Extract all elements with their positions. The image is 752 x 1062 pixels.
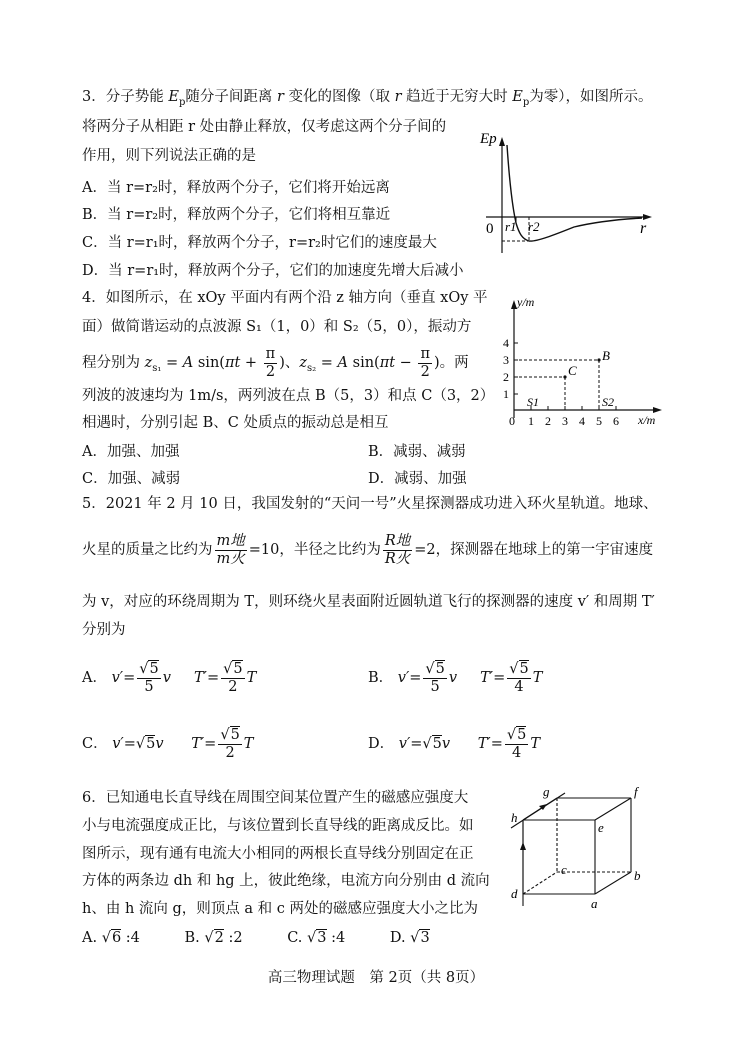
q3-option-c: C．当 r=r₁时，释放两个分子，r=r₂时它们的速度最大 — [82, 235, 437, 251]
page-footer: 高三物理试题 第 2页（共 8页） — [267, 970, 485, 986]
q4-tick-x-5: 5 — [596, 414, 602, 428]
q6-line2: 小与电流强度成正比，与该位置到长直导线的距离成反比。如 — [82, 818, 474, 834]
q4-tick-y-4: 4 — [503, 336, 509, 350]
q6-label-f: f — [634, 784, 638, 799]
q4-tick-y-2: 2 — [503, 370, 509, 384]
q4-label-c: C — [568, 363, 577, 378]
q3-label-origin: 0 — [486, 221, 494, 237]
q4-label-ylabel: y/m — [517, 295, 535, 309]
q3-potential-energy-graph — [474, 125, 659, 257]
q3-axis-y-arrow — [499, 137, 505, 146]
q4-point-c — [563, 375, 566, 378]
q4-label-b: B — [602, 348, 610, 363]
q6-label-e: e — [598, 820, 604, 835]
q6-options — [82, 928, 430, 948]
q4-line4: 列波的波速均为 1m/s，两列波在点 B（5，3）和点 C（3，2） — [82, 388, 495, 404]
q3-option-b: B．当 r=r₂时，释放两个分子，它们将相互靠近 — [82, 207, 391, 223]
q3-line3: 作用，则下列说法正确的是 — [82, 148, 256, 164]
q4-coordinate-graph — [490, 294, 670, 434]
q6-label-b: b — [634, 868, 641, 883]
q6-option-d: D. √3 — [389, 930, 430, 946]
q4-option-b: B．减弱、减弱 — [368, 444, 466, 460]
q4-line3: 程分别为 $z_{s_1} = A$ sin(πt + $\frac{\pi}{2}$ )、$z_{s_2} = A$ sin(πt − $\frac{\pi}{2}$ )。两 — [82, 345, 469, 380]
q3-label-r1: r1 — [505, 219, 517, 234]
q5-line1: 5．2021 年 2 月 10 日，我国发射的“天问一号”火星探测器成功进入环火星轨道。地球、 — [82, 496, 658, 512]
q6-label-h: h — [511, 810, 518, 825]
q5-line4: 分别为 — [82, 622, 126, 638]
q4-line1: 4．如图所示，在 xOy 平面内有两个沿 z 轴方向（垂直 xOy 平 — [82, 290, 488, 306]
q6-current-arrow-dh — [520, 842, 526, 850]
q4-label-xlabel: x/m — [638, 413, 656, 427]
q4-tick-x-4: 4 — [579, 414, 585, 428]
q6-label-a: a — [591, 896, 598, 911]
q4-option-a: A．加强、加强 — [82, 444, 180, 460]
q4-tick-y-3: 3 — [503, 353, 509, 367]
q4-line5: 相遇时，分别引起 B、C 处质点的振动总是相互 — [82, 415, 389, 431]
q4-option-d: D．减弱、加强 — [368, 471, 467, 487]
q4-tick-x-3: 3 — [562, 414, 568, 428]
q3-label-r2: r2 — [528, 219, 540, 234]
q5-option-d: D． v′=√5v T′= $\frac{√5}{4}$ T — [368, 726, 540, 761]
q6-option-c: C. √3 :4 — [287, 930, 346, 946]
q5-line3: 为 v，对应的环绕周期为 T，则环绕火星表面附近圆轨道飞行的探测器的速度 v′ 和周期 T′ — [82, 594, 655, 610]
q4-label-s1: S1 — [527, 395, 539, 409]
q5-option-a: A． v′= $\frac{√5}{5}$ v T′= $\frac{√5}{2}$ T — [82, 660, 257, 695]
q5-option-c: C． v′=√5v T′= $\frac{√5}{2}$ T — [82, 726, 254, 761]
q4-tick-y-1: 1 — [503, 387, 509, 401]
q6-line3: 图所示，现有通有电流大小相同的两根长直导线分别固定在正 — [82, 846, 474, 862]
q6-label-g: g — [543, 784, 550, 799]
q6-label-c: c — [561, 862, 567, 877]
q6-line4: 方体的两条边 dh 和 hg 上，彼此绝缘，电流方向分别由 d 流向 — [82, 873, 490, 889]
q3-line1: 3．分子势能 $E_p$随分子间距离 r 变化的图像（取 r 趋近于无穷大时 $E_p$为零），如图所示。 — [82, 89, 653, 108]
q4-tick-x-0: 0 — [509, 414, 515, 428]
q3-line2: 将两分子从相距 r 处由静止释放，仅考虑这两个分子间的 — [82, 119, 447, 135]
q6-line5: h、由 h 流向 g，则顶点 a 和 c 两处的磁感应强度大小之比为 — [82, 901, 478, 917]
q6-line1: 6．已知通电长直导线在周围空间某位置产生的磁感应强度大 — [82, 790, 469, 806]
q4-line2: 面）做简谐运动的点波源 S₁（1，0）和 S₂（5，0），振动方 — [82, 319, 472, 335]
q6-cube-diagram — [505, 784, 665, 914]
q4-tick-x-1: 1 — [528, 414, 534, 428]
q4-option-c: C．加强、减弱 — [82, 471, 181, 487]
q6-option-a: A. √6 :4 — [82, 930, 140, 946]
q4-tick-x-2: 2 — [545, 414, 551, 428]
q4-tick-x-6: 6 — [613, 414, 619, 428]
q4-label-s2: S2 — [602, 395, 614, 409]
q5-option-b: B． v′= $\frac{√5}{5}$ v T′= $\frac{√5}{4}$ T — [368, 660, 543, 695]
q6-option-b: B. √2 :2 — [184, 930, 243, 946]
q4-point-b — [597, 358, 600, 361]
q6-label-d: d — [511, 886, 518, 901]
q3-label-ep: Ep — [480, 131, 497, 147]
q3-option-d: D．当 r=r₁时，释放两个分子，它们的加速度先增大后减小 — [82, 263, 464, 279]
q3-label-r: r — [640, 220, 647, 237]
q5-line2: 火星的质量之比约为 $\frac{\text{m地}}{\text{m火}}$ =10，半径之比约为 $\frac{\text{R地}}{\text{R火}}$ =2，探测器在地球上的第一宇宙速度 — [82, 532, 654, 567]
q3-option-a: A．当 r=r₂时，释放两个分子，它们将开始远离 — [82, 180, 390, 196]
